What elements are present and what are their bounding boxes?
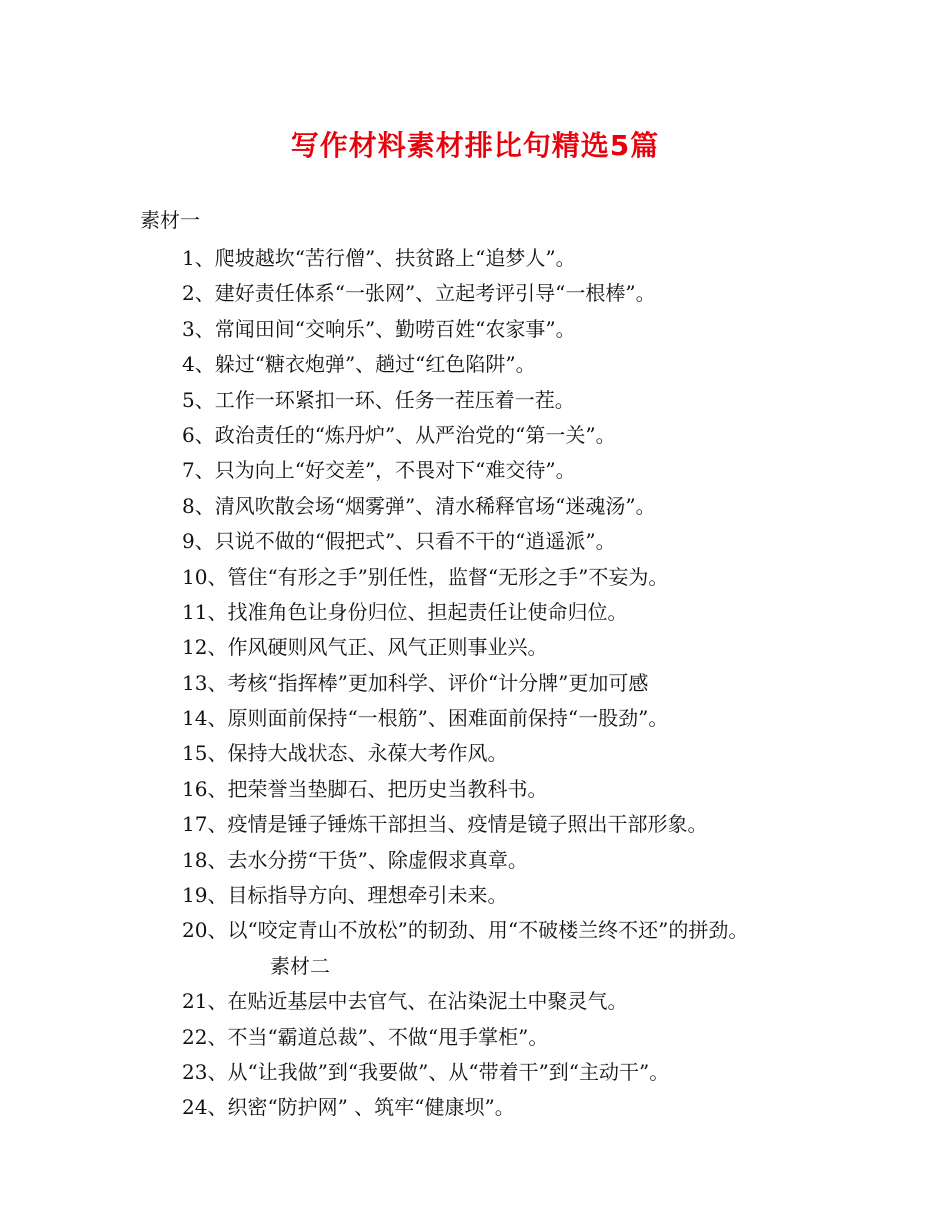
list-item: 4、躲过“糖衣炮弹”、趟过“红色陷阱”。 bbox=[182, 352, 536, 377]
list-item: 1、爬坡越坎“苦行僧”、扶贫路上“追梦人”。 bbox=[182, 246, 576, 270]
list-item: 3、常闻田间“交响乐”、勤唠百姓“农家事”。 bbox=[182, 316, 576, 341]
list-item: 17、疫情是锤子锤炼干部担当、疫情是镜子照出干部形象。 bbox=[182, 812, 708, 837]
list-item: 18、去水分捞“干货”、除虚假求真章。 bbox=[182, 847, 528, 872]
list-item: 24、织密“防护网” 、筑牢“健康坝”。 bbox=[182, 1095, 515, 1120]
section-heading-1: 素材一 bbox=[140, 208, 200, 232]
list-item: 22、不当“霸道总裁”、不做“甩手掌柜”。 bbox=[182, 1024, 549, 1049]
list-item: 12、作风硬则风气正、风气正则事业兴。 bbox=[182, 635, 548, 660]
list-item: 14、原则面前保持“一根筋”、困难面前保持“一股劲”。 bbox=[182, 706, 669, 731]
document-title: 写作材料素材排比句精选5篇 bbox=[290, 129, 660, 162]
list-item: 16、把荣誉当垫脚石、把历史当教科书。 bbox=[182, 776, 548, 801]
list-item: 23、从“让我做”到“我要做”、从“带着干”到“主动干”。 bbox=[182, 1059, 670, 1084]
list-item: 20、以“咬定青山不放松”的韧劲、用“不破楼兰终不还”的拼劲。 bbox=[182, 918, 749, 943]
list-item: 9、只说不做的“假把式”、只看不干的“逍遥派”。 bbox=[182, 529, 616, 554]
list-item: 10、管住“有形之手”别任性，监督“无形之手”不妄为。 bbox=[182, 564, 669, 589]
list-item: 19、目标指导方向、理想牵引未来。 bbox=[182, 883, 508, 908]
list-item: 5、工作一环紧扣一环、任务一茬压着一茬。 bbox=[182, 387, 575, 412]
list-item: 8、清风吹散会场“烟雾弹”、清水稀释官场“迷魂汤”。 bbox=[182, 493, 656, 518]
list-item: 7、只为向上“好交差”，不畏对下“难交待”。 bbox=[182, 458, 576, 483]
section-heading-2: 素材二 bbox=[270, 953, 330, 978]
list-item: 6、政治责任的“炼丹炉”、从严治党的“第一关”。 bbox=[182, 422, 616, 447]
item-list bbox=[182, 241, 882, 1126]
list-item: 13、考核“指挥棒”更加科学、评价“计分牌”更加可感 bbox=[182, 670, 649, 695]
list-item: 2、建好责任体系“一张网”、立起考评引导“一根棒”。 bbox=[182, 281, 656, 306]
list-item: 15、保持大战状态、永葆大考作风。 bbox=[182, 741, 508, 766]
list-item: 21、在贴近基层中去官气、在沾染泥土中聚灵气。 bbox=[182, 989, 628, 1014]
list-item: 11、找准角色让身份归位、担起责任让使命归位。 bbox=[182, 599, 628, 624]
